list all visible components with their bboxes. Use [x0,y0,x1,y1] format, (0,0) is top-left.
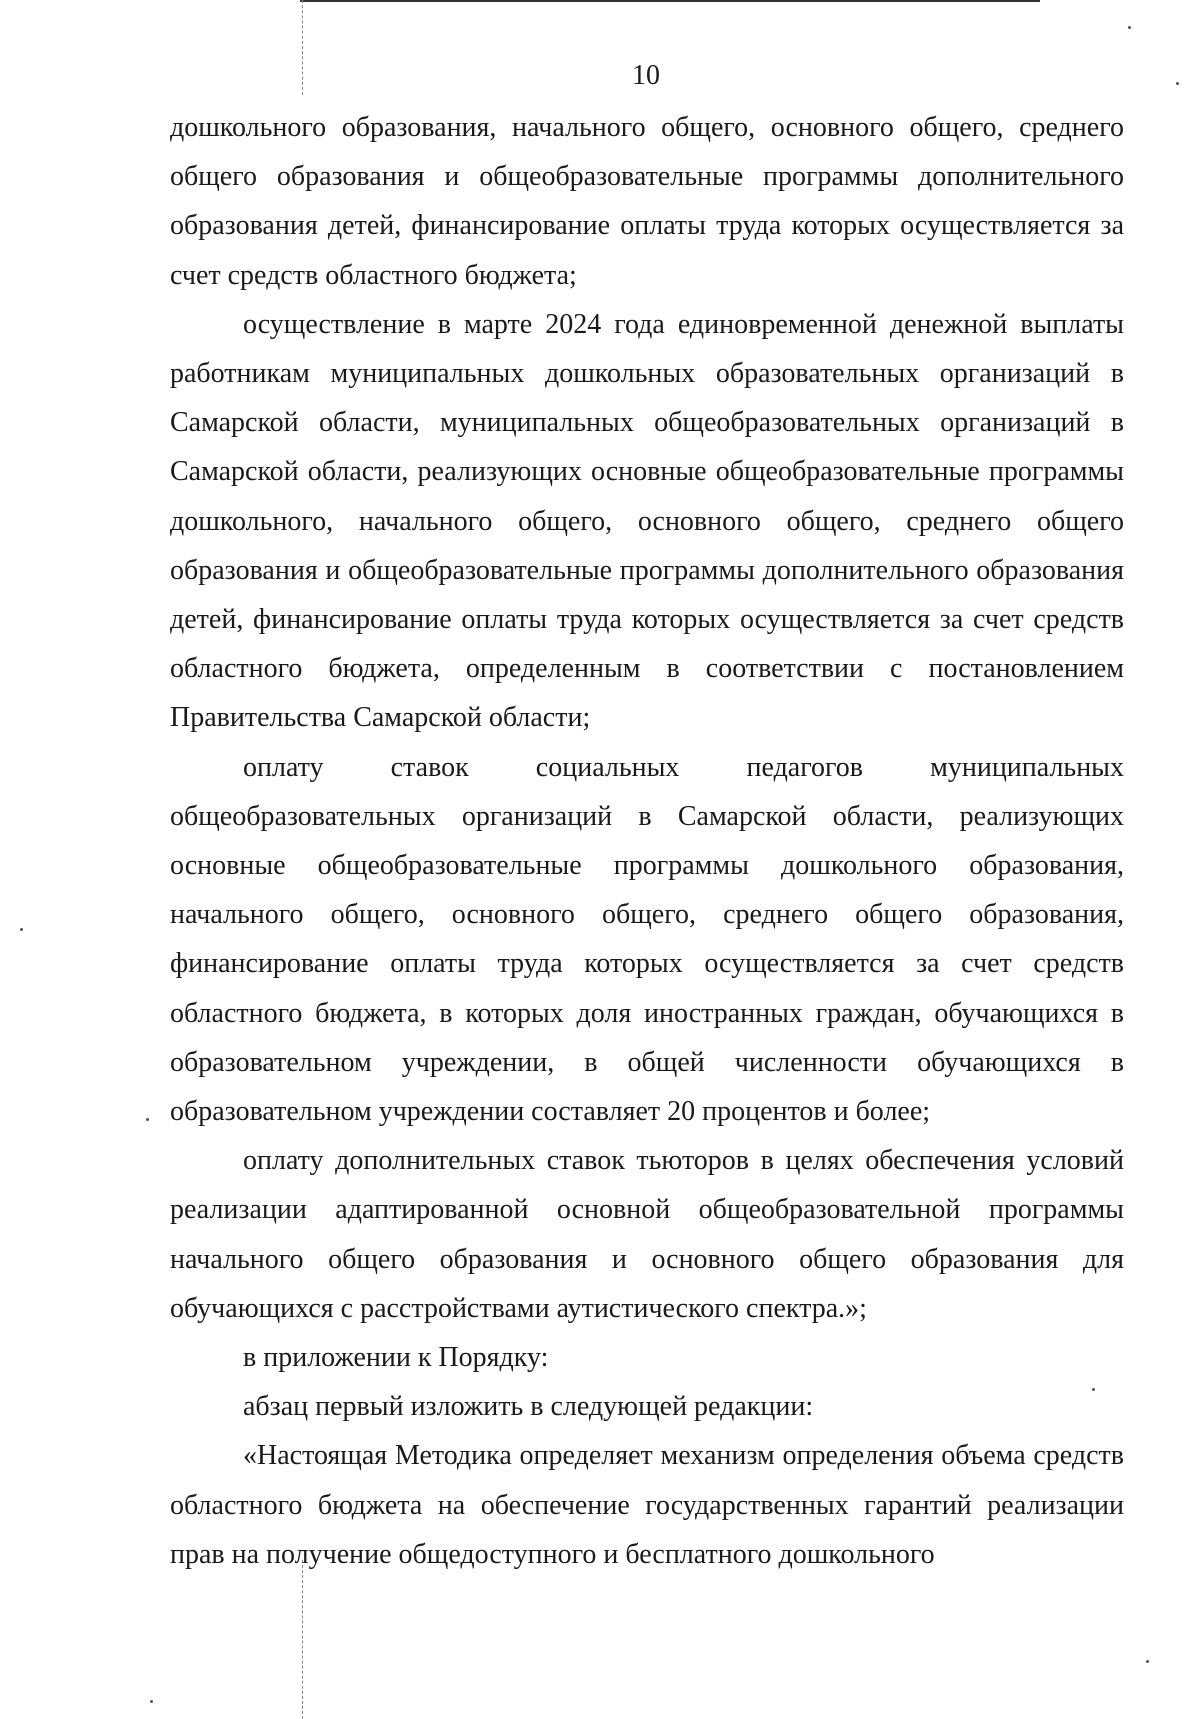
scan-speck [1128,26,1131,29]
paragraph: оплату дополнительных ставок тьюторов в целях обеспечения условий реализации адаптированной основной общеобразовательной программы начального общего образования и основного общего образования для обучающихся с расстройствами аутистического спектра.»; [170,1145,1124,1324]
paragraph: осуществление в марте 2024 года единовременной денежной выплаты работникам муниципальных дошкольных образовательных организаций в Самарской области, муниципальных общеобразовательных организаций в Самарской области, реализующих основные общеобразовательные программы дошкольного, начального общего, основного общего, среднего общего образования и общеобразовательные программы дополнительного образования детей, финансирование оплаты труда которых осуществляется за счет средств областного бюджета, определенным в соответствии с постановлением Правительства Самарской области; [170,308,1124,734]
scan-speck [20,928,23,931]
document-body [170,103,1124,1579]
paragraph: «Настоящая Методика определяет механизм определения объема средств областного бюджета на обеспечение государственных гарантий реализации прав на получение общедоступного и бесплатного дошкольного [170,1440,1124,1570]
scan-top-edge [300,0,1040,2]
paragraph: оплату ставок социальных педагогов муниципальных общеобразовательных организаций в Самарской области, реализующих основные общеобразовательные программы дошкольного образования, начального общего, основного общего, среднего общего образования, финансирование оплаты труда которых осуществляется за счет средств областного бюджета, в которых доля иностранных граждан, обучающихся в образовательном учреждении, в общей численности обучающихся в образовательном учреждении составляет 20 процентов и более; [170,751,1124,1128]
paragraph: абзац первый изложить в следующей редакции: [243,1391,814,1423]
paragraph: в приложении к Порядку: [243,1342,549,1374]
scan-speck [1146,1660,1149,1663]
scan-speck [146,1118,149,1121]
paragraph: дошкольного образования, начального общего, основного общего, среднего общего образования и общеобразовательные программы дополнительного образования детей, финансирование оплаты труда которых осуществляется за счет средств областного бюджета; [170,112,1124,291]
scan-fold-line [302,1560,304,1719]
scan-speck [150,1700,153,1703]
page-number: 10 [632,60,660,91]
